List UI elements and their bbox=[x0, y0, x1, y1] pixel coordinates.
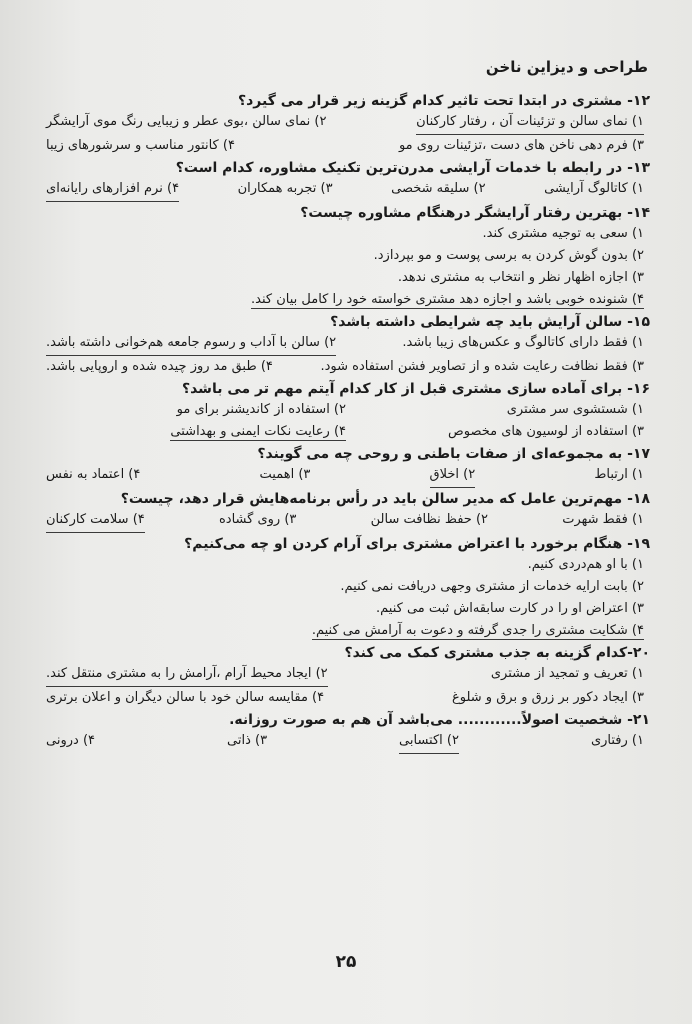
option: ۳) استفاده از لوسیون های مخصوص bbox=[448, 424, 644, 439]
option: ۳) روی گشاده bbox=[219, 512, 297, 527]
options-row bbox=[46, 178, 650, 202]
option: ۲) بدون گوش کردن به برسی پوست و مو بپردازد. bbox=[373, 248, 644, 263]
options-row bbox=[46, 687, 650, 709]
option-correct-underlined: ۴) شکایت مشتری را جدی گرفته و دعوت به آرامش می کنیم. bbox=[311, 623, 644, 638]
options-row bbox=[46, 464, 650, 488]
options-row bbox=[46, 663, 650, 687]
option: ۳) ذاتی bbox=[227, 733, 268, 748]
option: ۱) فقط شهرت bbox=[562, 512, 644, 527]
option: ۴) اعتماد به نفس bbox=[46, 467, 141, 482]
options-row bbox=[46, 267, 650, 289]
option: ۲) نمای سالن ،بوی عطر و زیبایی رنگ موی آرایشگر bbox=[46, 114, 327, 129]
option: ۳) اعتراض او را در کارت سابقه‌اش ثبت می کنیم. bbox=[376, 601, 644, 616]
question-block bbox=[46, 379, 650, 443]
question-block bbox=[46, 489, 650, 533]
question-block bbox=[46, 312, 650, 378]
options-row bbox=[46, 421, 650, 443]
options-row bbox=[46, 223, 650, 245]
option: ۱) شستشوی سر مشتری bbox=[506, 402, 644, 417]
option-correct-underlined: ۲) اخلاق bbox=[430, 464, 476, 488]
question-block bbox=[46, 643, 650, 709]
option: ۳) اجازه اظهار نظر و انتخاب به مشتری ندهد. bbox=[397, 270, 644, 285]
question-block bbox=[46, 534, 650, 642]
option-correct-underlined: ۴) شنونده خوبی باشد و اجازه دهد مشتری خواسته خود را کامل بیان کند. bbox=[251, 292, 644, 307]
question-block bbox=[46, 710, 650, 754]
option: ۲) استفاده از کاندیشنر برای مو bbox=[176, 402, 346, 417]
question-text: ۲۱- شخصیت اصولاً............ می‌باشد آن هم به صورت روزانه. bbox=[229, 712, 650, 728]
option: ۲) سلیقه شخصی bbox=[391, 181, 486, 196]
question-block bbox=[46, 158, 650, 202]
option-correct-underlined: ۲) اکتسابی bbox=[399, 730, 459, 754]
option: ۱) تعریف و تمجید از مشتری bbox=[490, 666, 644, 681]
option: ۱) سعی به توجیه مشتری کند. bbox=[482, 226, 644, 241]
option-correct-underlined: ۴) سلامت کارکنان bbox=[46, 509, 145, 533]
question-text: ۱۲- مشتری در ابتدا تحت تاثیر کدام گزینه زیر قرار می گیرد؟ bbox=[237, 93, 650, 109]
option: ۴) کانتور مناسب و سرشورهای زیبا bbox=[46, 138, 235, 153]
question-block bbox=[46, 444, 650, 488]
option: ۲) حفظ نظافت سالن bbox=[370, 512, 488, 527]
question-text: ۱۸- مهم‌ترین عامل که مدیر سالن باید در رأس برنامه‌هایش قرار دهد، چیست؟ bbox=[120, 491, 650, 507]
option: ۳) ایجاد دکور بر زرق و برق و شلوغ bbox=[452, 690, 644, 705]
options-row bbox=[46, 576, 650, 598]
options-row bbox=[46, 554, 650, 576]
options-row bbox=[46, 245, 650, 267]
options-row bbox=[46, 620, 650, 642]
question-text: ۱۹- هنگام برخورد با اعتراض مشتری برای آرام کردن او چه می‌کنیم؟ bbox=[184, 536, 650, 552]
option: ۲) بابت ارایه خدمات از مشتری وجهی دریافت نمی کنیم. bbox=[340, 579, 644, 594]
options-row bbox=[46, 399, 650, 421]
question-block bbox=[46, 91, 650, 157]
options-row bbox=[46, 289, 650, 311]
option-correct-underlined: ۴) نرم افزارهای رایانه‌ای bbox=[46, 178, 179, 202]
option: ۳) اهمیت bbox=[259, 467, 311, 482]
options-row bbox=[46, 509, 650, 533]
option: ۴) مقایسه سالن خود با سالن دیگران و اعلان برتری bbox=[46, 690, 325, 705]
option: ۱) فقط دارای کاتالوگ و عکس‌های زیبا باشد. bbox=[402, 335, 644, 350]
running-header: طراحی و دیزاین ناخن bbox=[485, 58, 648, 76]
question-text: ۱۶- برای آماده سازی مشتری قبل از کار کدام آیتم مهم تر می باشد؟ bbox=[181, 381, 650, 397]
option-correct-underlined: ۴) رعایت نکات ایمنی و بهداشتی bbox=[170, 424, 346, 439]
option: ۴) درونی bbox=[46, 733, 96, 748]
question-text: ۱۴- بهترین رفتار آرایشگر درهنگام مشاوره چیست؟ bbox=[300, 205, 650, 221]
question-text: ۲۰-کدام گزینه به جذب مشتری کمک می کند؟ bbox=[344, 645, 650, 661]
option: ۳) فقط نظافت رعایت شده و از تصاویر فشن استفاده شود. bbox=[320, 359, 644, 374]
option: ۳) فرم دهی ناخن های دست ،تزئینات روی مو bbox=[398, 138, 644, 153]
option-correct-underlined: ۲) ایجاد محیط آرام ،آرامش را به مشتری منتقل کند. bbox=[46, 663, 328, 687]
option: ۳) تجربه همکاران bbox=[237, 181, 333, 196]
option-correct-underlined: ۱) نمای سالن و تزئینات آن ، رفتار کارکنان bbox=[416, 111, 644, 135]
option: ۱) کاتالوگ آرایشی bbox=[544, 181, 644, 196]
options-row bbox=[46, 730, 650, 754]
question-block bbox=[46, 203, 650, 311]
page-number: ۲۵ bbox=[335, 952, 357, 972]
option-correct-underlined: ۲) سالن با آداب و رسوم جامعه هم‌خوانی داشته باشد. bbox=[46, 332, 336, 356]
question-text: ۱۳- در رابطه با خدمات آرایشی مدرن‌ترین تکنیک مشاوره، کدام است؟ bbox=[175, 160, 650, 176]
options-row bbox=[46, 332, 650, 356]
options-row bbox=[46, 356, 650, 378]
options-row bbox=[46, 111, 650, 135]
options-row bbox=[46, 135, 650, 157]
question-text: ۱۵- سالن آرایش باید چه شرایطی داشته باشد؟ bbox=[330, 314, 650, 330]
option: ۴) طبق مد روز چیده شده و اروپایی باشد. bbox=[46, 359, 273, 374]
option: ۱) ارتباط bbox=[594, 467, 644, 482]
question-text: ۱۷- به مجموعه‌ای از صفات باطنی و روحی چه می گویند؟ bbox=[257, 446, 650, 462]
option: ۱) رفتاری bbox=[590, 733, 644, 748]
options-row bbox=[46, 598, 650, 620]
option: ۱) با او هم‌دردی کنیم. bbox=[527, 557, 644, 572]
questions-list bbox=[46, 90, 650, 754]
